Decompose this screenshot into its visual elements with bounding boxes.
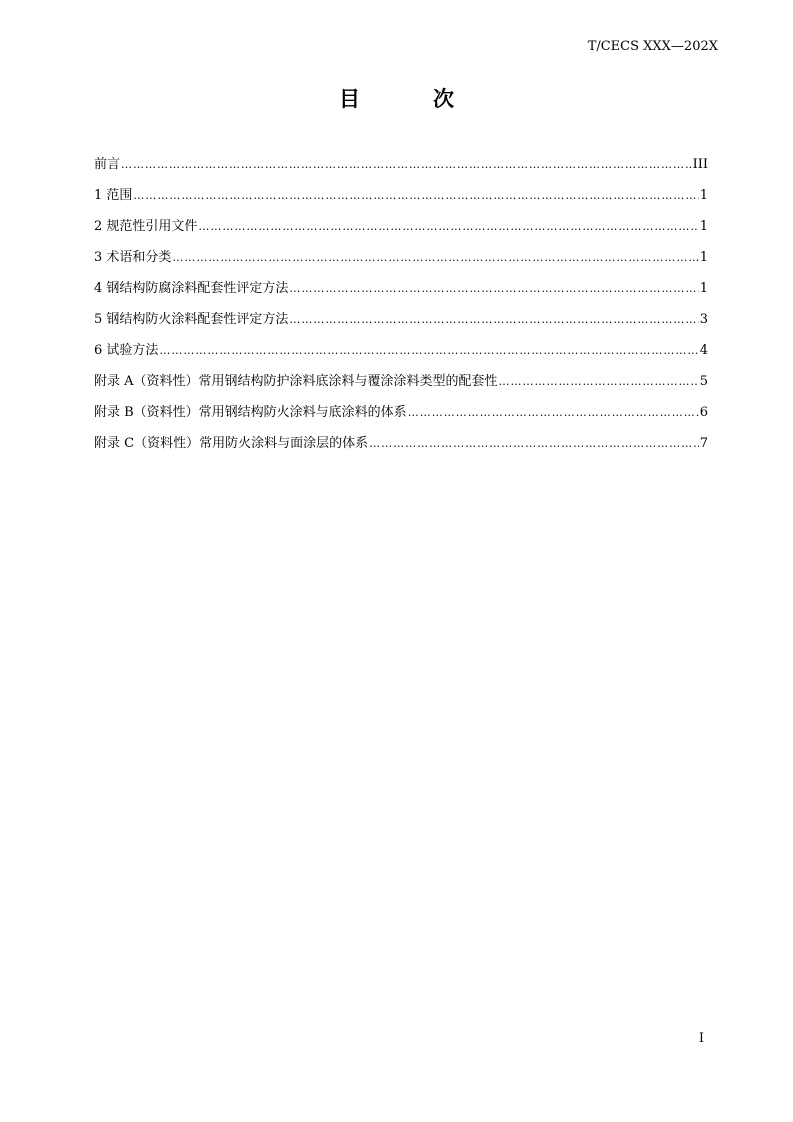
toc-entry-test-methods[interactable] [94, 340, 708, 371]
page-number: I [698, 1031, 704, 1046]
toc-leader-dots [133, 185, 698, 207]
toc-entry-label: 附录 C（资料性）常用防火涂料与面涂层的体系 [94, 436, 369, 451]
page-title: 目 次 [339, 87, 480, 111]
toc-leader-dots [159, 340, 698, 362]
toc-entry-foreword[interactable] [94, 154, 708, 185]
toc-entry-scope[interactable] [94, 185, 708, 216]
toc-leader-dots [499, 371, 699, 393]
toc-entry-label: 2 规范性引用文件 [94, 219, 198, 234]
toc-entry-label: 6 试验方法 [94, 343, 159, 358]
toc-entry-label: 5 钢结构防火涂料配套性评定方法 [94, 312, 289, 327]
toc-leader-dots [289, 278, 698, 300]
toc-leader-dots [289, 309, 698, 331]
toc-entry-fireproof-method[interactable] [94, 309, 708, 340]
table-of-contents [94, 154, 708, 464]
toc-entry-anticorrosion-method[interactable] [94, 278, 708, 309]
toc-entry-page: 1 [699, 281, 708, 296]
toc-entry-page: 1 [699, 250, 708, 265]
toc-entry-page: 3 [699, 312, 708, 327]
toc-entry-page: 6 [699, 405, 708, 420]
toc-entry-appendix-c[interactable] [94, 433, 708, 464]
toc-entry-label: 1 范围 [94, 188, 133, 203]
toc-entry-page: 1 [699, 219, 708, 234]
toc-leader-dots [198, 216, 698, 238]
toc-entry-label: 附录 A（资料性）常用钢结构防护涂料底涂料与覆涂涂料类型的配套性 [94, 374, 498, 389]
toc-leader-dots [408, 402, 699, 424]
toc-entry-page: 7 [699, 436, 708, 451]
toc-entry-appendix-b[interactable] [94, 402, 708, 433]
toc-entry-label: 附录 B（资料性）常用钢结构防火涂料与底涂料的体系 [94, 405, 407, 420]
toc-leader-dots [121, 154, 692, 176]
toc-entry-label: 4 钢结构防腐涂料配套性评定方法 [94, 281, 289, 296]
toc-entry-appendix-a[interactable] [94, 371, 708, 402]
toc-leader-dots [369, 433, 699, 455]
toc-entry-page: 4 [699, 343, 708, 358]
toc-entry-page: 1 [699, 188, 708, 203]
toc-entry-terms[interactable] [94, 247, 708, 278]
toc-entry-normative-references[interactable] [94, 216, 708, 247]
toc-entry-page: 5 [699, 374, 708, 389]
toc-entry-label: 前言 [94, 157, 121, 172]
standard-code: T/CECS XXX—202X [587, 39, 718, 54]
toc-entry-label: 3 术语和分类 [94, 250, 172, 265]
toc-leader-dots [172, 247, 698, 269]
toc-entry-page: III [692, 157, 708, 172]
